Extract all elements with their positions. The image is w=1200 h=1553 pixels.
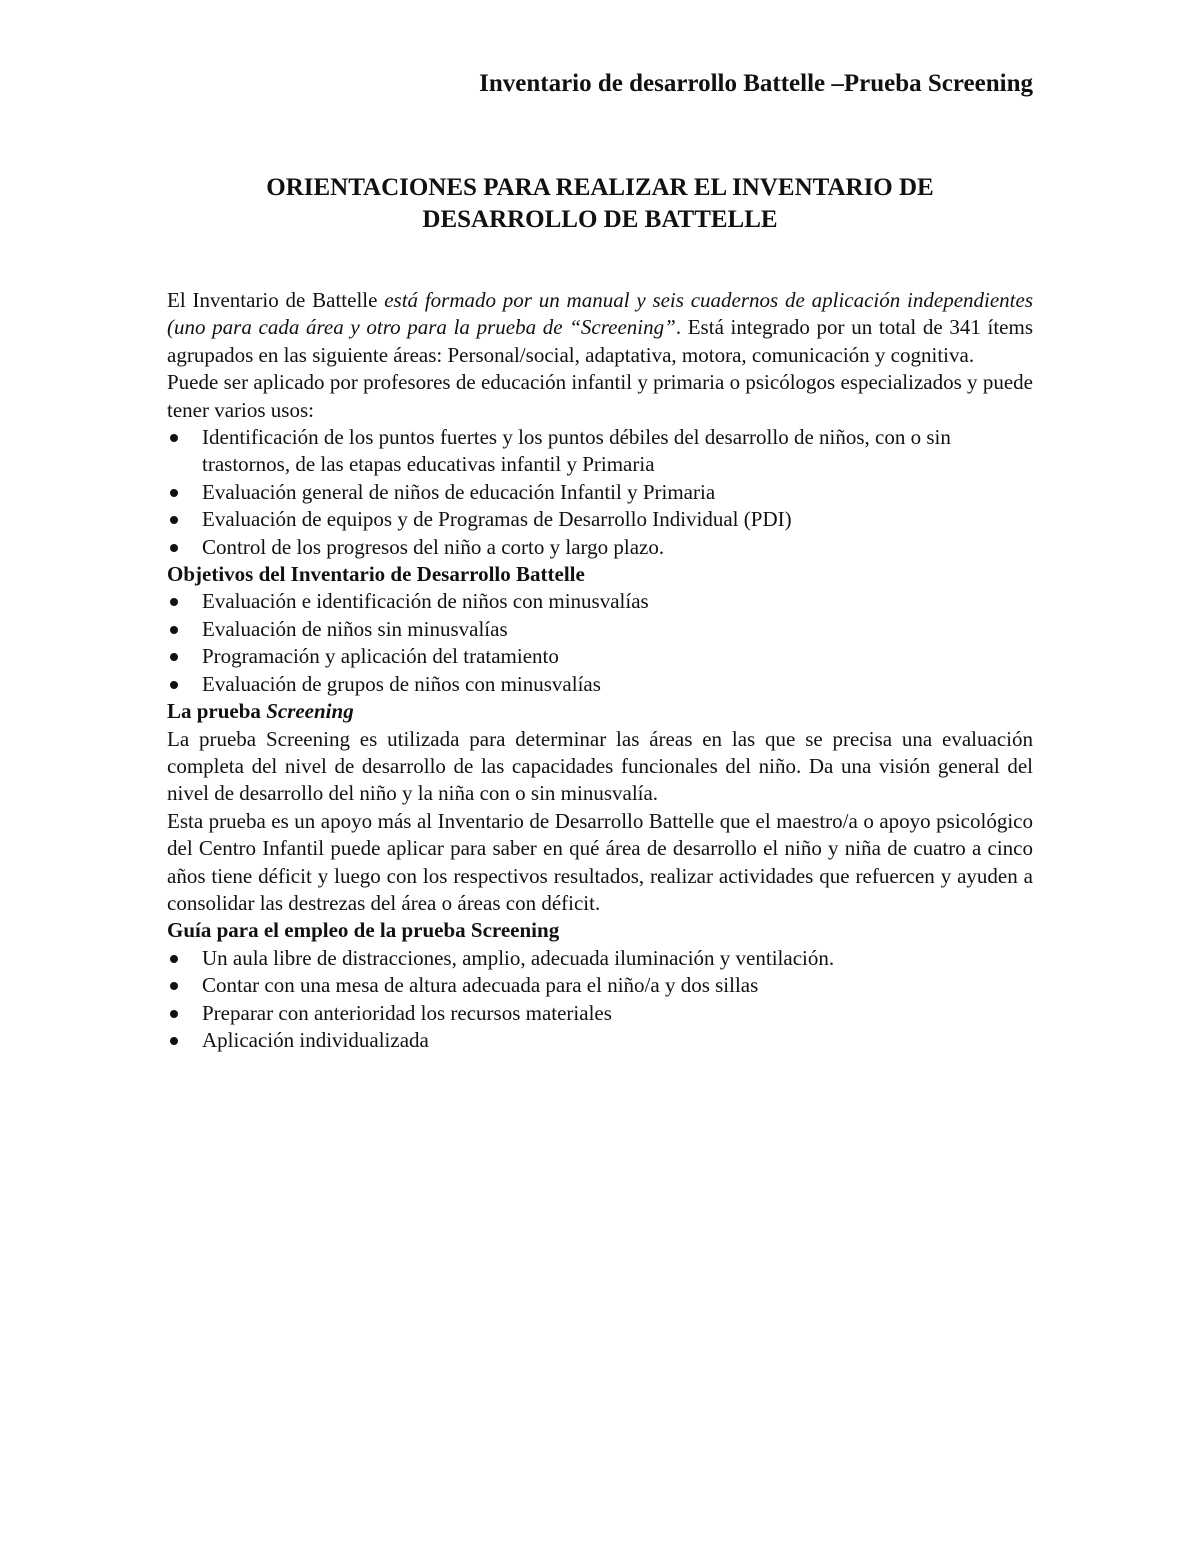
screening-heading-italic: Screening: [266, 699, 354, 724]
intro-text-italic: está formado por un manual y seis cuadernos de aplicación independientes (uno para cada área y otro para la prueba de “Screening”: [167, 288, 1033, 340]
list-item: [167, 945, 1033, 972]
bullet-icon: [170, 434, 178, 442]
guide-list: [167, 945, 1033, 1055]
screening-paragraph-1: La prueba Screening es utilizada para determinar las áreas en las que se precisa una evaluación completa del nivel de desarrollo de las capacidades funcionales del niño. Da una visión general del nivel de desarrollo del niño y la niña con o sin minusvalía.: [167, 726, 1033, 806]
list-item: [167, 506, 1033, 533]
bullet-icon: [170, 681, 178, 689]
list-item: [167, 588, 1033, 615]
objectives-heading: Objetivos del Inventario de Desarrollo Battelle: [167, 562, 585, 587]
list-item-text: Programación y aplicación del tratamiento: [202, 644, 559, 669]
bullet-icon: [170, 955, 178, 963]
guide-heading: Guía para el empleo de la prueba Screening: [167, 918, 560, 943]
list-item-text: Evaluación general de niños de educación Infantil y Primaria: [202, 479, 716, 504]
bullet-icon: [170, 653, 178, 661]
bullet-icon: [170, 626, 178, 634]
list-item: [167, 479, 1033, 506]
document-body: [167, 287, 1033, 1054]
screening-heading-prefix: La prueba: [167, 699, 267, 724]
list-item-text: Evaluación de niños sin minusvalías: [202, 616, 508, 641]
list-item-text: Evaluación e identificación de niños con minusvalías: [202, 589, 649, 614]
uses-list: [167, 424, 1033, 561]
uses-intro-paragraph: Puede ser aplicado por profesores de educación infantil y primaria o psicólogos especializados y puede tener varios usos:: [167, 370, 1033, 422]
list-item-text: Control de los progresos del niño a corto y largo plazo.: [202, 534, 665, 559]
bullet-icon: [170, 516, 178, 524]
screening-heading: [167, 698, 1033, 725]
list-item-text: Contar con una mesa de altura adecuada para el niño/a y dos sillas: [202, 973, 759, 998]
screening-paragraph-2: Esta prueba es un apoyo más al Inventario de Desarrollo Battelle que el maestro/a o apoyo psicológico del Centro Infantil puede aplicar para saber en qué área de desarrollo el niño y niña de cuatro a cinco años tiene déficit y luego con los respectivos resultados, realizar actividades que refuercen y ayuden a consolidar las destrezas del área o áreas con déficit.: [167, 808, 1033, 915]
list-item-text: Identificación de los puntos fuertes y los puntos débiles del desarrollo de niños, con o sin trastornos, de las etapas educativas infantil y Primaria: [202, 425, 951, 477]
document-title: [167, 172, 1033, 236]
list-item: [167, 1027, 1033, 1054]
intro-paragraph: [167, 287, 1033, 369]
bullet-icon: [170, 982, 178, 990]
intro-text-end: . Está integrado por un total de 341 ítems agrupados en las siguiente áreas: Personal/social, adaptativa, motora, comunicación y cognitiva.: [167, 315, 1034, 367]
list-item: [167, 616, 1033, 643]
bullet-icon: [170, 1037, 178, 1045]
bullet-icon: [170, 489, 178, 497]
title-line-1: ORIENTACIONES PARA REALIZAR EL INVENTARIO DE: [266, 174, 934, 201]
list-item-text: Preparar con anterioridad los recursos materiales: [202, 1000, 612, 1025]
list-item: [167, 424, 1033, 479]
objectives-list: [167, 588, 1033, 698]
list-item-text: Aplicación individualizada: [202, 1027, 429, 1052]
running-header: Inventario de desarrollo Battelle –Prueba Screening: [479, 70, 1033, 97]
bullet-icon: [170, 544, 178, 552]
list-item: [167, 643, 1033, 670]
bullet-icon: [170, 598, 178, 606]
list-item-text: Un aula libre de distracciones, amplio, adecuada iluminación y ventilación.: [202, 945, 835, 970]
list-item-text: Evaluación de grupos de niños con minusvalías: [202, 671, 601, 696]
intro-text-start: El Inventario de Battelle: [167, 288, 385, 312]
list-item-text: Evaluación de equipos y de Programas de Desarrollo Individual (PDI): [202, 507, 792, 532]
bullet-icon: [170, 1010, 178, 1018]
list-item: [167, 671, 1033, 698]
list-item: [167, 972, 1033, 999]
list-item: [167, 534, 1033, 561]
title-line-2: DESARROLLO DE BATTELLE: [422, 206, 778, 233]
list-item: [167, 1000, 1033, 1027]
